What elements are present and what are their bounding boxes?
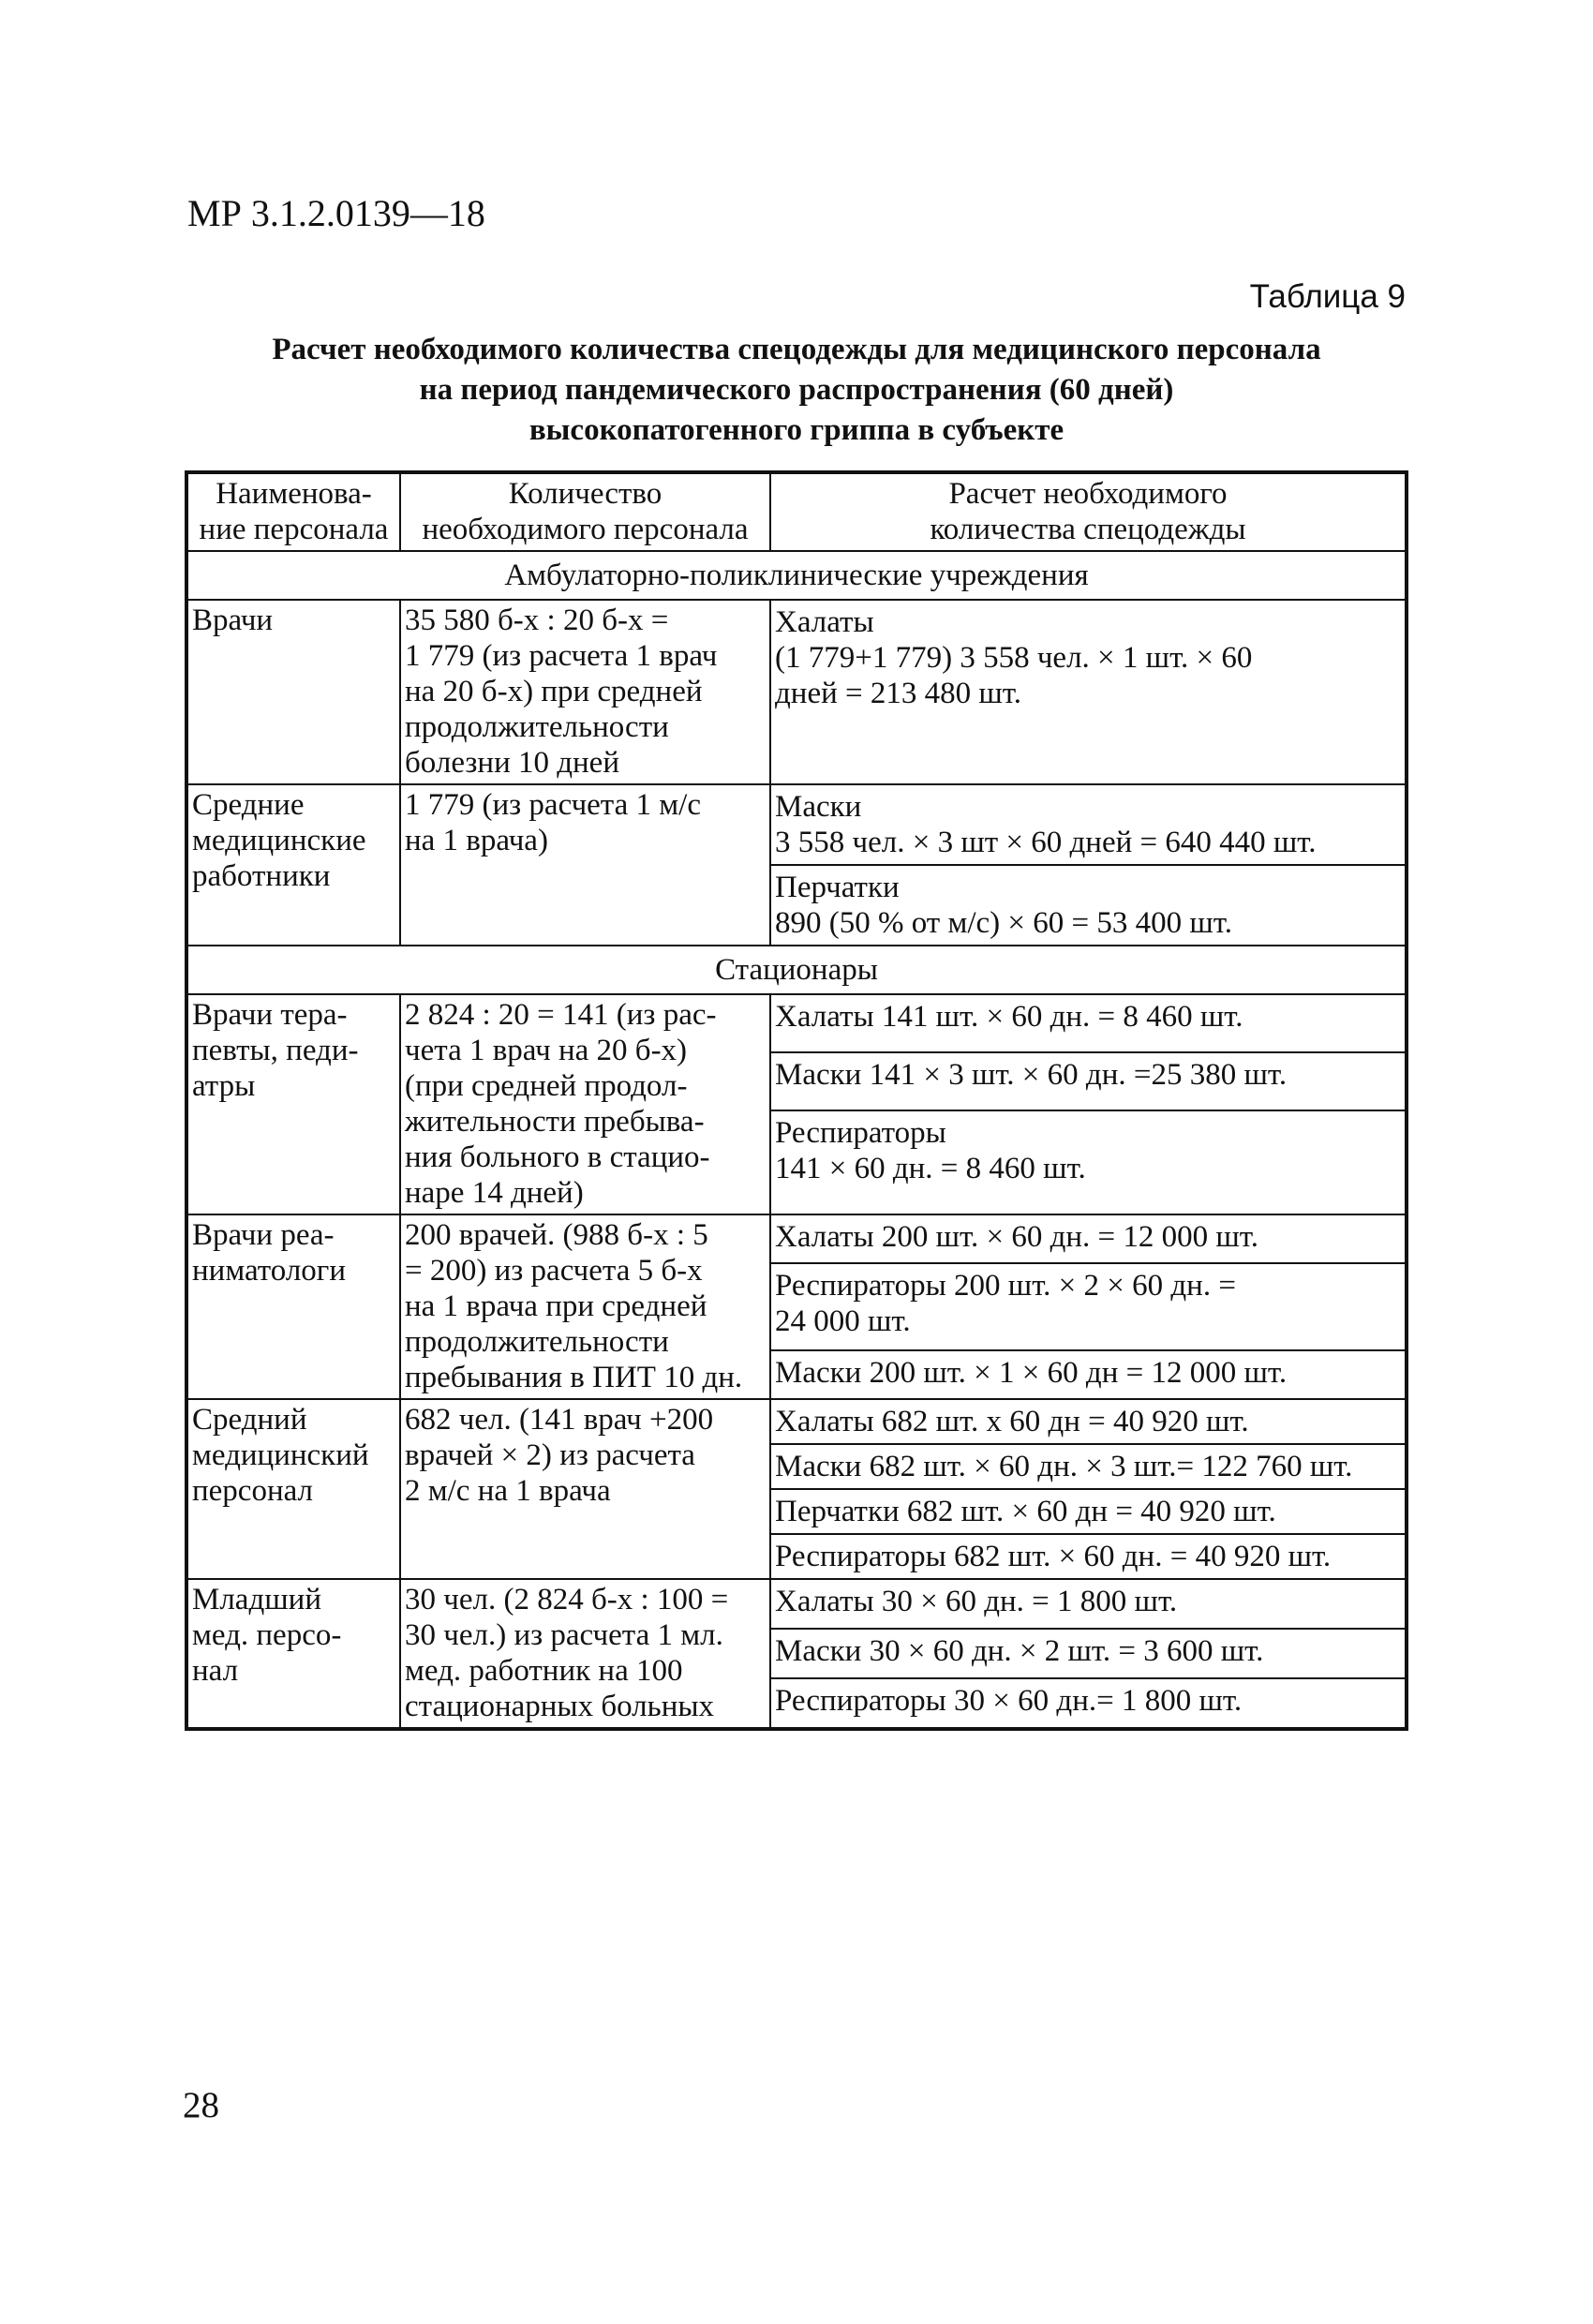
section-header-row <box>186 551 1407 600</box>
table-title <box>187 330 1406 451</box>
clothing-calculation-cell <box>770 1350 1407 1399</box>
cell-line: Врачи реа- <box>192 1218 335 1252</box>
cell-line: дней = 213 480 шт. <box>775 677 1021 710</box>
personnel-name-cell <box>186 784 400 946</box>
table-body <box>186 472 1407 1729</box>
cell-line: на 1 врача) <box>405 824 548 857</box>
cell-line: количества спецодежды <box>930 513 1246 546</box>
cell-line: Халаты <box>775 605 874 639</box>
clothing-calculation-cell <box>770 1399 1407 1444</box>
clothing-calculation-cell <box>770 1579 1407 1629</box>
cell-line: мед. работник на 100 <box>405 1654 683 1688</box>
table-title-line: на период пандемического распространения (60 дней) <box>419 373 1174 407</box>
cell-line: 35 580 б-х : 20 б-х = <box>405 603 669 637</box>
clothing-calculation-cell <box>770 1110 1407 1214</box>
clothing-calculation-cell <box>770 1629 1407 1678</box>
cell-line: Перчатки <box>775 871 900 904</box>
cell-line: стационарных больных <box>405 1690 715 1723</box>
cell-line: продолжительности <box>405 1325 669 1359</box>
clothing-calculation-cell <box>770 1489 1407 1534</box>
table-row <box>186 1399 1407 1444</box>
personnel-name-cell <box>186 1399 400 1579</box>
cell-line: 141 × 60 дн. = 8 460 шт. <box>775 1151 1086 1185</box>
table-title-line: высокопатогенного гриппа в субъекте <box>529 413 1064 447</box>
table-header-row <box>186 472 1407 551</box>
cell-line: мед. персо- <box>192 1618 342 1652</box>
cell-line: (при средней продол- <box>405 1069 688 1103</box>
table-row <box>186 1214 1407 1263</box>
cell-line: жительности пребыва- <box>405 1105 705 1139</box>
clothing-calculation-cell <box>770 784 1407 865</box>
cell-line: Маски 682 шт. × 60 дн. × 3 шт.= 122 760 шт. <box>775 1450 1353 1483</box>
cell-line: Респираторы 200 шт. × 2 × 60 дн. = <box>775 1268 1236 1303</box>
cell-line: 30 чел.) из расчета 1 мл. <box>405 1618 723 1652</box>
cell-line: 1 779 (из расчета 1 врач <box>405 639 718 673</box>
clothing-calculation-table <box>185 470 1408 1731</box>
cell-line: 3 558 чел. × 3 шт × 60 дней = 640 440 шт. <box>775 826 1317 859</box>
cell-line: Врачи тера- <box>192 998 348 1032</box>
cell-line: = 200) из расчета 5 б-х <box>405 1254 703 1288</box>
cell-line: медицинские <box>192 824 366 857</box>
cell-line: 1 779 (из расчета 1 м/с <box>405 788 701 822</box>
cell-line: певты, педи- <box>192 1034 359 1067</box>
section-title: Стационары <box>186 946 1407 994</box>
cell-line: пребывания в ПИТ 10 дн. <box>405 1361 743 1394</box>
cell-line: Маски 141 × 3 шт. × 60 дн. =25 380 шт. <box>775 1057 1288 1092</box>
cell-line: 24 000 шт. <box>775 1304 911 1338</box>
cell-line: чета 1 врач на 20 б-х) <box>405 1034 688 1067</box>
cell-line: персонал <box>192 1474 314 1508</box>
clothing-calculation-cell <box>770 600 1407 784</box>
clothing-calculation-cell <box>770 1534 1407 1579</box>
personnel-name-cell <box>186 1214 400 1399</box>
personnel-quantity-cell <box>400 994 770 1214</box>
clothing-calculation-cell <box>770 1444 1407 1489</box>
personnel-quantity-cell <box>400 1214 770 1399</box>
personnel-name-cell <box>186 600 400 784</box>
personnel-quantity-cell <box>400 600 770 784</box>
document-code: МР 3.1.2.0139—18 <box>187 192 485 234</box>
cell-line: медицинский <box>192 1438 369 1472</box>
clothing-calculation-cell <box>770 1263 1407 1350</box>
cell-line: необходимого персонала <box>422 513 749 546</box>
cell-line: Средний <box>192 1403 307 1437</box>
cell-line: 2 м/с на 1 врача <box>405 1474 611 1508</box>
cell-line: на 20 б-х) при средней <box>405 675 703 708</box>
cell-line: Халаты 141 шт. × 60 дн. = 8 460 шт. <box>775 1000 1243 1034</box>
cell-line: Врачи <box>192 603 274 637</box>
clothing-calculation-cell <box>770 1678 1407 1729</box>
page-number: 28 <box>183 2085 219 2125</box>
personnel-quantity-cell <box>400 1399 770 1579</box>
cell-line: Расчет необходимого <box>948 477 1228 511</box>
cell-line: Маски <box>775 790 862 824</box>
cell-line: 682 чел. (141 врач +200 <box>405 1403 714 1437</box>
cell-line: Маски 30 × 60 дн. × 2 шт. = 3 600 шт. <box>775 1633 1264 1668</box>
cell-line: Перчатки 682 шт. × 60 дн = 40 920 шт. <box>775 1495 1276 1528</box>
cell-line: Респираторы 682 шт. × 60 дн. = 40 920 шт. <box>775 1540 1332 1573</box>
section-header-row <box>186 946 1407 994</box>
table-row <box>186 784 1407 865</box>
cell-line: нал <box>192 1654 239 1688</box>
table-number: Таблица 9 <box>1249 278 1406 315</box>
header-cell-calculation <box>770 472 1407 551</box>
clothing-calculation-cell <box>770 1214 1407 1263</box>
cell-line: (1 779+1 779) 3 558 чел. × 1 шт. × 60 <box>775 641 1253 675</box>
clothing-calculation-cell <box>770 865 1407 946</box>
cell-line: Халаты 682 шт. х 60 дн = 40 920 шт. <box>775 1405 1249 1438</box>
personnel-quantity-cell <box>400 784 770 946</box>
header-cell-personnel <box>186 472 400 551</box>
cell-line: ния больного в стацио- <box>405 1140 710 1174</box>
header-cell-quantity <box>400 472 770 551</box>
cell-line: на 1 врача при средней <box>405 1289 707 1323</box>
cell-line: ниматологи <box>192 1254 346 1288</box>
cell-line: 2 824 : 20 = 141 (из рас- <box>405 998 717 1032</box>
cell-line: 890 (50 % от м/с) × 60 = 53 400 шт. <box>775 906 1232 940</box>
cell-line: врачей × 2) из расчета <box>405 1438 695 1472</box>
table-title-line: Расчет необходимого количества спецодежды для медицинского персонала <box>272 333 1321 366</box>
cell-line: Наименова- <box>216 477 372 511</box>
cell-line: работники <box>192 859 331 893</box>
cell-line: Респираторы 30 × 60 дн.= 1 800 шт. <box>775 1683 1243 1718</box>
cell-line: ние персонала <box>199 513 389 546</box>
table-row <box>186 1579 1407 1629</box>
table-row <box>186 600 1407 784</box>
cell-line: атры <box>192 1069 256 1103</box>
cell-line: Респираторы <box>775 1115 946 1150</box>
personnel-name-cell <box>186 994 400 1214</box>
cell-line: 30 чел. (2 824 б-х : 100 = <box>405 1583 729 1616</box>
cell-line: Количество <box>508 477 663 511</box>
cell-line: Халаты 30 × 60 дн. = 1 800 шт. <box>775 1585 1178 1618</box>
table-row <box>186 994 1407 1052</box>
cell-line: Младший <box>192 1583 321 1616</box>
cell-line: болезни 10 дней <box>405 746 619 780</box>
clothing-calculation-cell <box>770 1052 1407 1110</box>
cell-line: Маски 200 шт. × 1 × 60 дн = 12 000 шт. <box>775 1356 1288 1391</box>
cell-line: наре 14 дней) <box>405 1176 584 1210</box>
cell-line: Средние <box>192 788 305 822</box>
cell-line: продолжительности <box>405 710 669 744</box>
clothing-calculation-cell <box>770 994 1407 1052</box>
cell-line: Халаты 200 шт. × 60 дн. = 12 000 шт. <box>775 1220 1258 1254</box>
personnel-name-cell <box>186 1579 400 1729</box>
section-title: Амбулаторно-поликлинические учреждения <box>186 551 1407 600</box>
cell-line: 200 врачей. (988 б-х : 5 <box>405 1218 708 1252</box>
personnel-quantity-cell <box>400 1579 770 1729</box>
